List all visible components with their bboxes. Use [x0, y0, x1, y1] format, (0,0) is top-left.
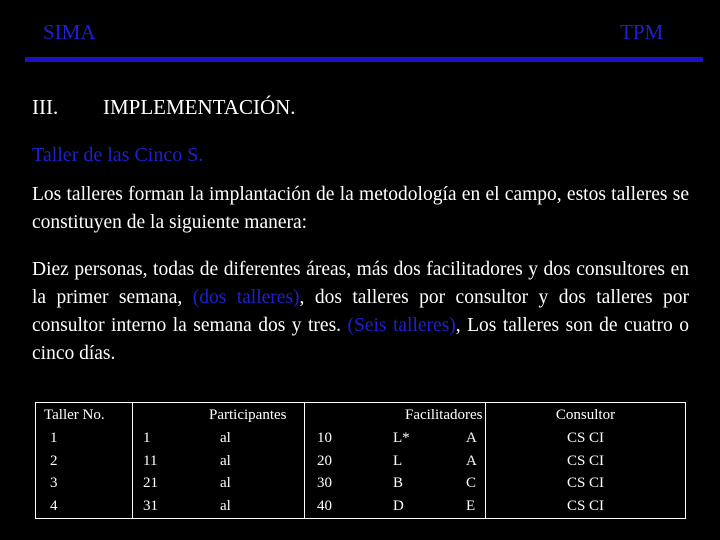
participantes-column — [133, 403, 305, 519]
facilitator-2: A — [466, 430, 477, 446]
consultor-value: CS CI — [566, 430, 605, 446]
participant-al: al — [220, 475, 231, 491]
participant-to: 30 — [317, 475, 332, 491]
consultor-value: CS CI — [566, 452, 605, 469]
participant-from: 11 — [143, 452, 158, 469]
header-left-label: SIMA — [43, 20, 96, 44]
facilitator-1: L — [393, 452, 403, 469]
participant-al: al — [220, 452, 231, 469]
facilitator-2: E — [466, 497, 476, 514]
paragraph-details-text-2: , dos talleres por consultor y dos talleres por consultor interno la semana dos y tres. — [32, 287, 689, 336]
section-title: IMPLEMENTACIÓN. — [103, 95, 296, 119]
participant-al: al — [220, 497, 231, 514]
taller-column — [36, 403, 133, 519]
highlight-dos-talleres: (dos talleres) — [192, 287, 300, 308]
highlight-seis-talleres: (Seis talleres) — [347, 315, 456, 336]
header-consultor: Consultor — [555, 407, 616, 423]
participant-to: 20 — [317, 452, 332, 469]
header-facilitadores: Facilitadores — [405, 407, 483, 423]
facilitator-1: L* — [393, 430, 410, 446]
paragraph-details-text-1: Diez personas, todas de diferentes áreas, más dos facilitadores y dos consultores en la primer semana, — [32, 259, 689, 308]
header-taller: Taller No. — [44, 407, 105, 423]
taller-number: 3 — [50, 475, 58, 491]
facilitadores-column — [305, 403, 486, 519]
header-divider — [25, 57, 703, 62]
facilitator-2: A — [466, 452, 477, 469]
facilitator-1: D — [393, 497, 404, 514]
participant-to: 10 — [317, 430, 332, 446]
taller-number: 4 — [50, 497, 58, 514]
participant-from: 31 — [143, 497, 158, 514]
participant-al: al — [220, 430, 231, 446]
participant-to: 40 — [317, 497, 332, 514]
consultor-column — [486, 403, 686, 519]
header-right-label: TPM — [620, 20, 664, 44]
header-participantes: Participantes — [209, 407, 287, 423]
taller-number: 1 — [50, 430, 58, 446]
section-number: III. — [32, 95, 59, 119]
paragraph-details-text-3: , Los talleres son de cuatro o cinco días. — [32, 315, 689, 364]
participant-from: 21 — [143, 475, 158, 491]
participant-from: 1 — [143, 430, 151, 446]
taller-number: 2 — [50, 452, 58, 469]
consultor-value: CS CI — [566, 475, 605, 491]
consultor-value: CS CI — [566, 497, 605, 514]
subtitle: Taller de las Cinco S. — [32, 144, 204, 166]
paragraph-intro: Los talleres forman la implantación de la metodología en el campo, estos talleres se constituyen de la siguiente manera: — [32, 184, 689, 233]
paragraph-details — [32, 256, 689, 368]
workshop-table — [35, 402, 686, 519]
facilitator-1: B — [393, 475, 404, 491]
facilitator-2: C — [466, 475, 477, 491]
